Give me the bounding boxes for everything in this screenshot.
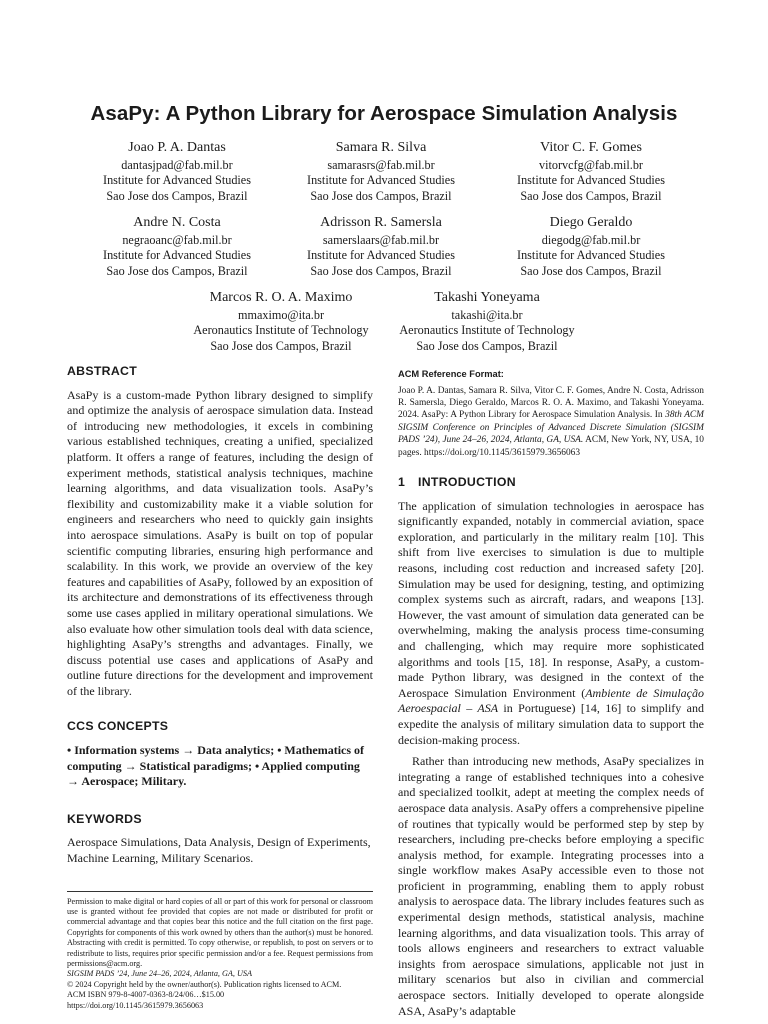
intro-p1-italic: Ambiente de Simulação Aeroespacial – ASA bbox=[398, 685, 704, 716]
author-block bbox=[266, 213, 496, 279]
acm-reference-text bbox=[398, 385, 704, 459]
author-location: Sao Jose dos Campos, Brazil bbox=[210, 338, 352, 353]
author-block bbox=[476, 213, 706, 279]
abstract-heading: ABSTRACT bbox=[67, 364, 138, 378]
author-block bbox=[372, 288, 602, 354]
author-email: negraoanc@fab.mil.br bbox=[122, 233, 232, 247]
author-email: diegodg@fab.mil.br bbox=[541, 233, 641, 247]
intro-p1-part-b: in Portuguese) [14, 16] to simplify and expedite the analysis of military simulation data to support the decision-making process. bbox=[398, 701, 704, 747]
author-email: mmaximo@ita.br bbox=[237, 308, 325, 322]
intro-p1-part-a: The application of simulation technologies in aerospace has significantly expanded, notably in commercial aviation, space exploration, and particularly in the military realm [10]. This shift from live exercises to simulation is due to multiple reasons, including cost reduction and increased safety [20]. Simulation may be used for designing, testing, and optimizing complex systems such as aircraft, radars, and weapons [13]. However, the vast amount of simulation data generated can be overwhelming, making the analysis process time-consuming and challenging, which may require more sophisticated algorithms and tools [15, 18]. In response, AsaPy, a custom-made Python library, was designed in the context of the Aerospace Simulation Environment ( bbox=[398, 498, 704, 700]
author-email: samerslaars@fab.mil.br bbox=[322, 233, 440, 247]
author-email: takashi@ita.br bbox=[451, 308, 523, 322]
intro-paragraph-1 bbox=[398, 499, 704, 749]
author-name: Takashi Yoneyama bbox=[434, 290, 540, 305]
author-block bbox=[476, 138, 706, 204]
author-name: Diego Geraldo bbox=[549, 215, 633, 230]
left-column bbox=[67, 364, 373, 1011]
author-affiliation: Institute for Advanced Studies bbox=[517, 248, 665, 263]
author-affiliation: Institute for Advanced Studies bbox=[103, 248, 251, 263]
author-name: Joao P. A. Dantas bbox=[128, 140, 226, 155]
section-title: INTRODUCTION bbox=[418, 475, 516, 490]
author-location: Sao Jose dos Campos, Brazil bbox=[106, 188, 248, 203]
author-name: Vitor C. F. Gomes bbox=[540, 140, 642, 155]
author-affiliation: Institute for Advanced Studies bbox=[517, 173, 665, 188]
acm-reference-label: ACM Reference Format: bbox=[398, 369, 504, 379]
author-location: Sao Jose dos Campos, Brazil bbox=[520, 263, 662, 278]
intro-paragraph-2: Rather than introducing new methods, AsaPy specializes in integrating a range of established techniques into a cohesive and specialized toolkit, adept at meeting the complex needs of aerospace data analysis. AsaPy offers a comprehensive pipeline of routines that typically would be performed step by step by researchers, including pre-checks before employing a specific analysis method, for example. Integrating processes into a single workflow makes AsaPy accessible even to those not proficient in programming, enabling them to apply robust analysis to aerospace data. The library includes features such as experimental design methods, statistical analysis, machine learning algorithms, and data visualization tools. This array of tools allows engineers and researchers to extract valuable insights from aerospace simulations, applicable not just in military scenarios but also in civilian and commercial aerospace sectors. Initially developed to operate alongside ASA, AsaPy’s adaptable bbox=[398, 754, 704, 1018]
author-block bbox=[62, 138, 292, 204]
author-name: Adrisson R. Samersla bbox=[320, 215, 442, 230]
doi-link[interactable]: https://doi.org/10.1145/3615979.3656063 bbox=[67, 1000, 204, 1010]
section-number: 1 bbox=[398, 475, 406, 490]
author-affiliation: Aeronautics Institute of Technology bbox=[399, 323, 575, 338]
author-name: Marcos R. O. A. Maximo bbox=[209, 290, 353, 305]
author-block bbox=[266, 138, 496, 204]
copyright-line: © 2024 Copyright held by the owner/author(s). Publication rights licensed to ACM. bbox=[67, 979, 342, 989]
author-location: Sao Jose dos Campos, Brazil bbox=[416, 338, 558, 353]
author-name: Andre N. Costa bbox=[133, 215, 221, 230]
permission-block bbox=[67, 891, 373, 1011]
acm-reference-tail: ACM, New York, NY, USA, 10 pages. https://doi.org/10.1145/3615979.3656063 bbox=[398, 435, 704, 458]
keywords-heading: KEYWORDS bbox=[67, 811, 142, 826]
author-location: Sao Jose dos Campos, Brazil bbox=[106, 263, 248, 278]
ccs-heading: CCS CONCEPTS bbox=[67, 719, 169, 734]
author-block bbox=[62, 213, 292, 279]
permission-text: Permission to make digital or hard copies of all or part of this work for personal or classroom use is granted without fee provided that copies are not made or distributed for profit or commercial advantage and that copies bear this notice and the full citation on the first page. Copyrights for components of this work owned by others than the author(s) must be honored. Abstracting with credit is permitted. To copy otherwise, or republish, to post on servers or to redistribute to lists, requires prior specific permission and/or a fee. Request permissions from permissions@acm.org. bbox=[67, 896, 373, 969]
acm-reference-lead: Joao P. A. Dantas, Samara R. Silva, Vitor C. F. Gomes, Andre N. Costa, Adrisson R. Samersla, Diego Geraldo, Marcos R. O. A. Maximo, and Takashi Yoneyama. 2024. AsaPy: A Python Library for Aerospace Simulation Analysis. In bbox=[398, 385, 704, 421]
venue-line: SIGSIM PADS ’24, June 24–26, 2024, Atlanta, GA, USA bbox=[67, 969, 253, 979]
isbn-line: ACM ISBN 979-8-4007-0363-8/24/06…$15.00 bbox=[67, 990, 225, 1000]
author-name: Samara R. Silva bbox=[335, 140, 427, 155]
author-email: vitorvcfg@fab.mil.br bbox=[539, 158, 643, 172]
author-affiliation: Institute for Advanced Studies bbox=[103, 173, 251, 188]
author-block bbox=[166, 288, 396, 354]
section-heading-introduction bbox=[398, 475, 704, 491]
acm-reference-venue: 38th ACM SIGSIM Conference on Principles of Advanced Discrete Simulation (SIGSIM PADS ’24), June 24–26, 2024, Atlanta, GA, USA. bbox=[398, 410, 704, 446]
abstract-text: AsaPy is a custom-made Python library designed to simplify and optimize the analysis of aerospace simulation data. Instead of introducing new methodologies, it excels in combining various established techniques, creating a unified, specialized platform. It offers a range of features, including the design of experiment methods, statistical analysis techniques, machine learning algorithms, and data visualization tools. AsaPy’s flexibility and customizability make it a viable solution for engineers and researchers who need to quickly gain insights into aerospace simulations. AsaPy is built on top of popular scientific computing libraries, ensuring high performance and scalability. In this work, we provide an overview of the key features and capabilities of AsaPy, followed by an exposition of its architecture and demonstrations of its effectiveness through some use cases applied in military operational simulations. We also evaluate how other simulation tools deal with data science, highlighting AsaPy’s strengths and advantages. Finally, we discuss potential use cases and applications of AsaPy and outline future directions for the development and improvement of the library. bbox=[67, 387, 373, 698]
paper-title: AsaPy: A Python Library for Aerospace Simulation Analysis bbox=[90, 102, 678, 125]
author-location: Sao Jose dos Campos, Brazil bbox=[310, 188, 452, 203]
right-column bbox=[398, 367, 704, 1019]
author-affiliation: Aeronautics Institute of Technology bbox=[193, 323, 369, 338]
keywords-text: Aerospace Simulations, Data Analysis, Design of Experiments, Machine Learning, Military Scenarios. bbox=[67, 835, 371, 866]
author-location: Sao Jose dos Campos, Brazil bbox=[520, 188, 662, 203]
author-email: dantasjpad@fab.mil.br bbox=[121, 158, 233, 172]
author-location: Sao Jose dos Campos, Brazil bbox=[310, 263, 452, 278]
ccs-text: • Information systems → Data analytics; • Mathematics of computing → Statistical paradigms; • Applied computing → Aerospace; Military. bbox=[67, 743, 365, 789]
author-email: samarasrs@fab.mil.br bbox=[327, 158, 435, 172]
author-affiliation: Institute for Advanced Studies bbox=[307, 173, 455, 188]
author-affiliation: Institute for Advanced Studies bbox=[307, 248, 455, 263]
